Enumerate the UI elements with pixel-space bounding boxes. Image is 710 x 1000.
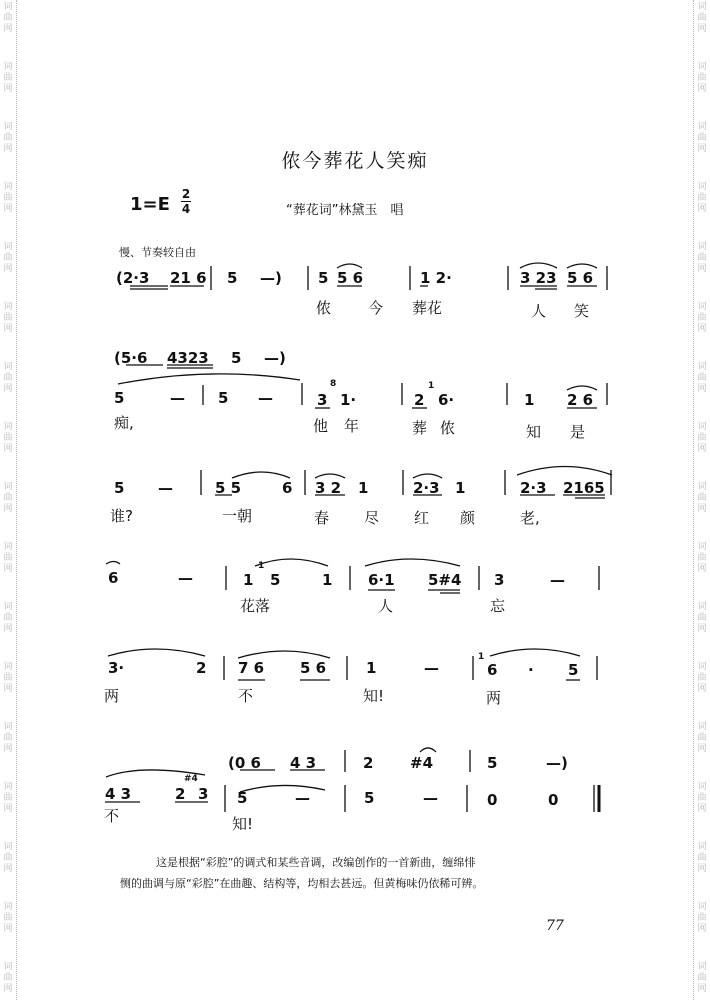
line5-note: 1 <box>366 659 377 677</box>
time-signature-bottom: 4 <box>181 202 191 216</box>
time-signature-top: 2 <box>181 187 191 201</box>
watermark-text: 词 曲 网 <box>3 542 13 574</box>
line1-lyric: 葬花 <box>412 299 443 317</box>
line5-note: 3· <box>108 659 125 677</box>
line4-note: 5#4 <box>428 571 462 589</box>
watermark-text: 词 曲 网 <box>3 242 13 274</box>
line6-lyric: 不 <box>104 807 120 825</box>
line4-note: 5 <box>270 571 281 589</box>
line3-lyric: 尽 <box>364 509 380 527</box>
watermark-text: 词 曲 网 <box>3 962 13 994</box>
line3-note: 3 2 <box>315 479 342 497</box>
watermark-text: 词 曲 网 <box>697 422 707 454</box>
watermark-text: 词 曲 网 <box>3 182 13 214</box>
line4-note: 6 <box>108 569 119 587</box>
line6-intro-note: 2 <box>363 754 374 772</box>
line2-note: 2 <box>414 391 425 409</box>
line4-grace-note: 1 <box>258 561 265 571</box>
line2-note: 5 <box>114 389 125 407</box>
watermark-text: 词 曲 网 <box>697 122 707 154</box>
line4-note: 6·1 <box>368 571 395 589</box>
line1-lyric: 人 <box>531 302 547 320</box>
line3-note: 6 <box>282 479 293 497</box>
line6-lyric: 知! <box>232 815 254 833</box>
watermark-text: 词 曲 网 <box>697 362 707 394</box>
watermark-text: 词 曲 网 <box>697 902 707 934</box>
line2-grace-note: 1 <box>428 381 435 391</box>
caption-line-2: 恻的曲调与原“彩腔”在曲趣、结构等，均相去甚远。但黄梅味仍依稀可辨。 <box>120 877 484 890</box>
line1-note: 21 6 <box>170 269 207 287</box>
line6-note: 0 <box>487 791 498 809</box>
line5-grace-note: 1 <box>478 652 485 662</box>
line1-lyric: 笑 <box>574 302 590 320</box>
watermark-text: 词 曲 网 <box>3 602 13 634</box>
line1-lyric: 今 <box>368 299 384 317</box>
line5-note: 5 6 <box>300 659 327 677</box>
watermark-text: 词 曲 网 <box>697 662 707 694</box>
line2-note: 2 6 <box>567 391 594 409</box>
line2-lyric: 侬 <box>440 419 456 437</box>
line6-note: 5 <box>237 789 248 807</box>
line2-note: 3 <box>317 391 328 409</box>
watermark-text: 词 曲 网 <box>697 542 707 574</box>
line1-note: 5 <box>318 269 329 287</box>
line1-note: 5 6 <box>567 269 594 287</box>
page-number: 77 <box>546 918 564 934</box>
line3-note: 2·3 <box>413 479 440 497</box>
caption-line-1: 这是根据“彩腔”的调式和某些音调，改编创作的一首新曲，缠绵悱 <box>156 856 476 869</box>
line6-note: 2 <box>175 785 186 803</box>
line3-lyric: 红 <box>414 509 430 527</box>
line3-note: 5 5 <box>215 479 242 497</box>
line3-note: 1 <box>358 479 369 497</box>
watermark-text: 词 曲 网 <box>697 2 707 34</box>
line3-lyric: 老, <box>520 509 540 527</box>
watermark-text: 词 曲 网 <box>3 722 13 754</box>
watermark-text: 词 曲 网 <box>697 782 707 814</box>
line3-lyric: 谁? <box>110 507 133 525</box>
watermark-text: 词 曲 网 <box>3 2 13 34</box>
watermark-text: 词 曲 网 <box>697 482 707 514</box>
line6-intro-note: 4 3 <box>290 754 317 772</box>
line2-note: 6· <box>438 391 455 409</box>
watermark-text: 词 曲 网 <box>3 782 13 814</box>
line3-note: — <box>158 479 173 497</box>
line5-note: 5 <box>568 661 579 679</box>
line4-lyric: 忘 <box>490 597 506 615</box>
watermark-text: 词 曲 网 <box>697 302 707 334</box>
line3-lyric: 春 <box>314 509 330 527</box>
line4-note: — <box>550 571 565 589</box>
line6-intro-note: —) <box>546 754 568 772</box>
line2-note: — <box>170 389 185 407</box>
line4-note: 1 <box>243 571 254 589</box>
caption-text <box>120 852 600 894</box>
line5-note: — <box>424 659 439 677</box>
line2-note: 5 <box>218 389 229 407</box>
line5-lyric: 两 <box>486 689 502 707</box>
line4-lyric: 花落 <box>240 597 271 615</box>
line2-intro-note: 5 <box>231 349 242 367</box>
watermark-text: 词 曲 网 <box>697 182 707 214</box>
key-signature: 1=E <box>130 194 170 215</box>
line3-note: 2165 <box>563 479 605 497</box>
line6-intro-note: (0 6 <box>228 754 261 772</box>
watermark-text: 词 曲 网 <box>3 482 13 514</box>
line2-intro-note: (5·6 <box>114 349 148 367</box>
line4-note: 1 <box>322 571 333 589</box>
line1-note: 1 2· <box>420 269 452 287</box>
line2-lyric: 痴, <box>114 414 134 432</box>
line6-note: 4 3 <box>105 785 132 803</box>
source-attribution: “葬花词”林黛玉 唱 <box>286 203 404 218</box>
line6-note: — <box>295 789 310 807</box>
line1-note: 3 23 <box>520 269 557 287</box>
line2-note: 1 <box>524 391 535 409</box>
line5-lyric: 不 <box>238 687 254 705</box>
line2-note: — <box>258 389 273 407</box>
line2-lyric: 是 <box>570 423 586 441</box>
watermark-text: 词 曲 网 <box>697 722 707 754</box>
watermark-text: 词 曲 网 <box>697 962 707 994</box>
watermark-text: 词 曲 网 <box>3 62 13 94</box>
line2-note: 1· <box>340 391 357 409</box>
watermark-text: 词 曲 网 <box>3 842 13 874</box>
watermark-text: 词 曲 网 <box>3 902 13 934</box>
line2-intro-note: 4323 <box>167 349 209 367</box>
line4-note: 3 <box>494 571 505 589</box>
watermark-text: 词 曲 网 <box>3 662 13 694</box>
line2-grace-note: 8 <box>330 379 337 389</box>
line1-note: —) <box>260 269 282 287</box>
line6-note: 3 <box>198 785 209 803</box>
line3-lyric: 一朝 <box>222 507 253 525</box>
line3-note: 5 <box>114 479 125 497</box>
line5-note: · <box>528 661 534 679</box>
line5-lyric: 两 <box>104 687 120 705</box>
line6-grace-note: #4 <box>184 774 198 784</box>
watermark-text: 词 曲 网 <box>3 422 13 454</box>
line6-note: 0 <box>548 791 559 809</box>
watermark-text: 词 曲 网 <box>3 302 13 334</box>
line5-note: 2 <box>196 659 207 677</box>
line1-lyric: 侬 <box>316 299 332 317</box>
line1-note: (2·3 <box>116 269 150 287</box>
line6-note: — <box>423 789 438 807</box>
watermark-text: 词 曲 网 <box>697 602 707 634</box>
watermark-text: 词 曲 网 <box>697 242 707 274</box>
line1-note: 5 6 <box>337 269 364 287</box>
line6-intro-note: 5 <box>487 754 498 772</box>
watermark-text: 词 曲 网 <box>697 842 707 874</box>
line1-note: 5 <box>227 269 238 287</box>
line2-lyric: 葬 <box>412 419 428 437</box>
watermark-text: 词 曲 网 <box>3 362 13 394</box>
line3-lyric: 颜 <box>460 509 476 527</box>
line3-note: 2·3 <box>520 479 547 497</box>
watermark-text: 词 曲 网 <box>3 122 13 154</box>
tempo-marking: 慢、节奏较自由 <box>119 246 196 259</box>
line6-note: 5 <box>364 789 375 807</box>
line4-lyric: 人 <box>378 597 394 615</box>
line2-lyric: 年 <box>344 417 360 435</box>
line4-note: — <box>178 569 193 587</box>
watermark-text: 词 曲 网 <box>697 62 707 94</box>
line5-note: 7 6 <box>238 659 265 677</box>
line5-note: 6 <box>487 661 498 679</box>
line3-note: 1 <box>455 479 466 497</box>
line6-intro-note: #4 <box>410 754 434 772</box>
page-title: 侬今葬花人笑痴 <box>281 150 429 172</box>
line5-lyric: 知! <box>363 687 385 705</box>
line2-intro-note: —) <box>264 349 286 367</box>
line2-lyric: 知 <box>526 423 542 441</box>
line2-lyric: 他 <box>313 417 329 435</box>
